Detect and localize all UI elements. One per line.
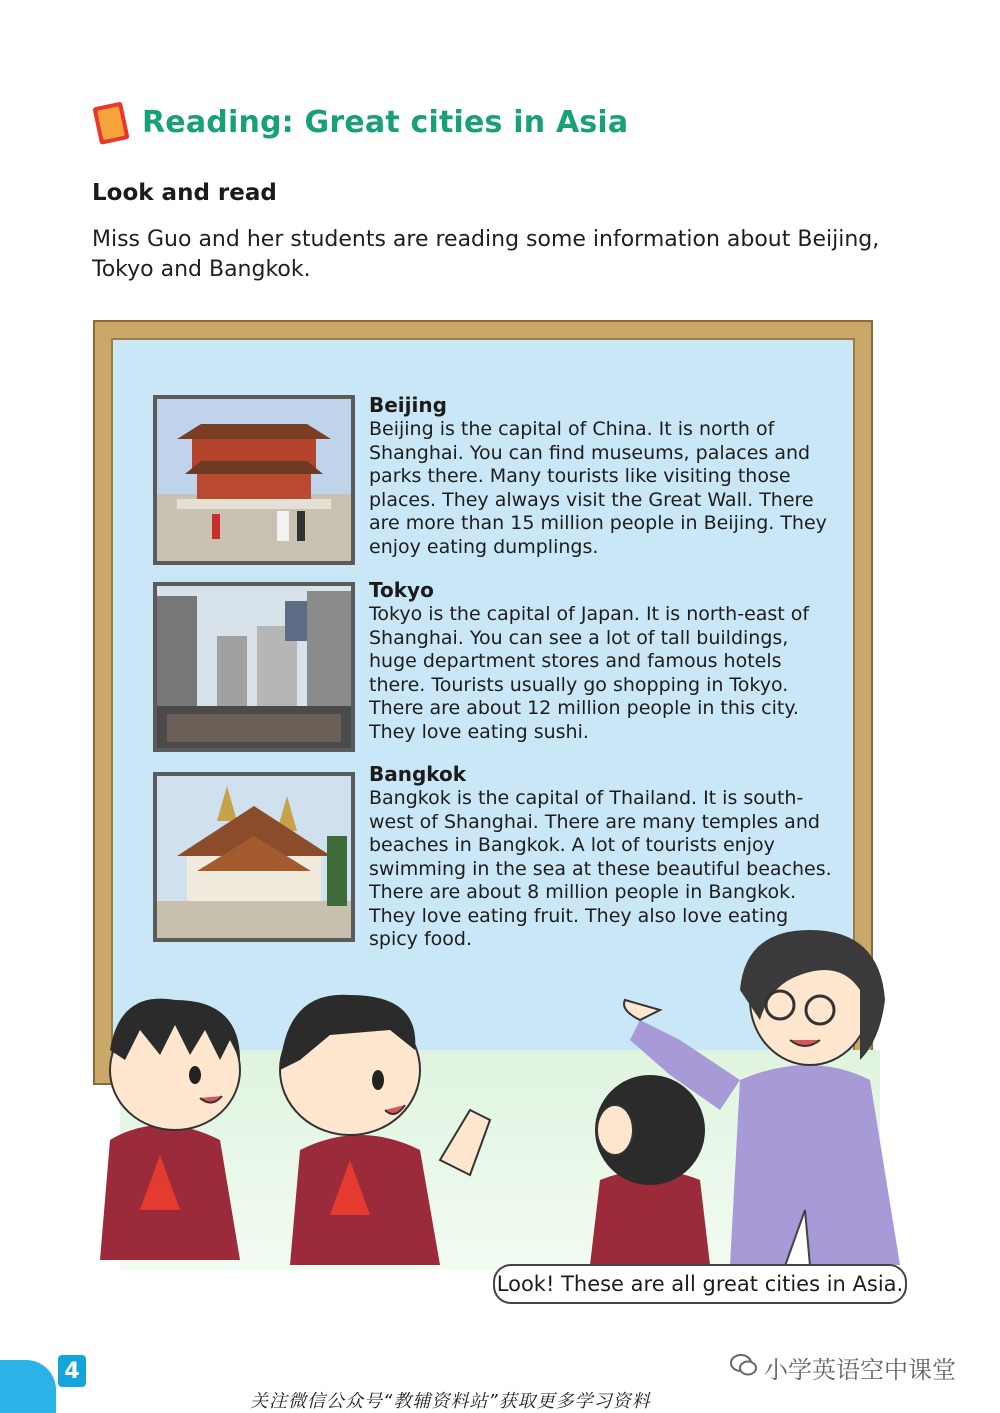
city-text-bangkok: Bangkok is the capital of Thailand. It is south-west of Shanghai. There are many temples and beaches in Bangkok. A lot of tourists enjoy swimming in the sea at these beautiful beaches. There are about 8 million people in Bangkok. They love eating fruit. They also love eating spicy food. xyxy=(369,787,832,950)
brand-label: 小学英语空中课堂 xyxy=(764,1356,956,1384)
wechat-icon xyxy=(730,1353,758,1383)
boy-figure xyxy=(100,999,240,1260)
girl-back-figure xyxy=(590,1075,710,1265)
page-number: 4 xyxy=(58,1355,86,1387)
city-text-beijing: Beijing is the capital of China. It is north of Shanghai. You can find museums, palaces and parks there. Many tourists like visiting those places. They always visit the Great Wall. There are more than 15 million people in Beijing. They enjoy eating dumplings. xyxy=(369,418,827,558)
brand-watermark xyxy=(730,1350,956,1385)
city-title-tokyo: Tokyo xyxy=(369,578,434,602)
page-title: Reading: Great cities in Asia xyxy=(142,105,629,140)
city-title-bangkok: Bangkok xyxy=(369,762,467,786)
section-heading: Look and read xyxy=(92,180,277,206)
city-text-tokyo: Tokyo is the capital of Japan. It is north-east of Shanghai. You can see a lot of tall buildings, huge department stores and famous hotels there. Tourists usually go shopping in Tokyo. There are about 12 million people in this city. They love eating sushi. xyxy=(369,603,810,743)
girl-figure xyxy=(280,995,490,1265)
city-title-beijing: Beijing xyxy=(369,393,447,417)
speech-bubble: Look! These are all great cities in Asia. xyxy=(493,1264,907,1304)
footer-note: 关注微信公众号“教辅资料站”获取更多学习资料 xyxy=(250,1391,651,1412)
intro-text: Miss Guo and her students are reading some information about Beijing, Tokyo and Bangkok. xyxy=(92,227,880,282)
